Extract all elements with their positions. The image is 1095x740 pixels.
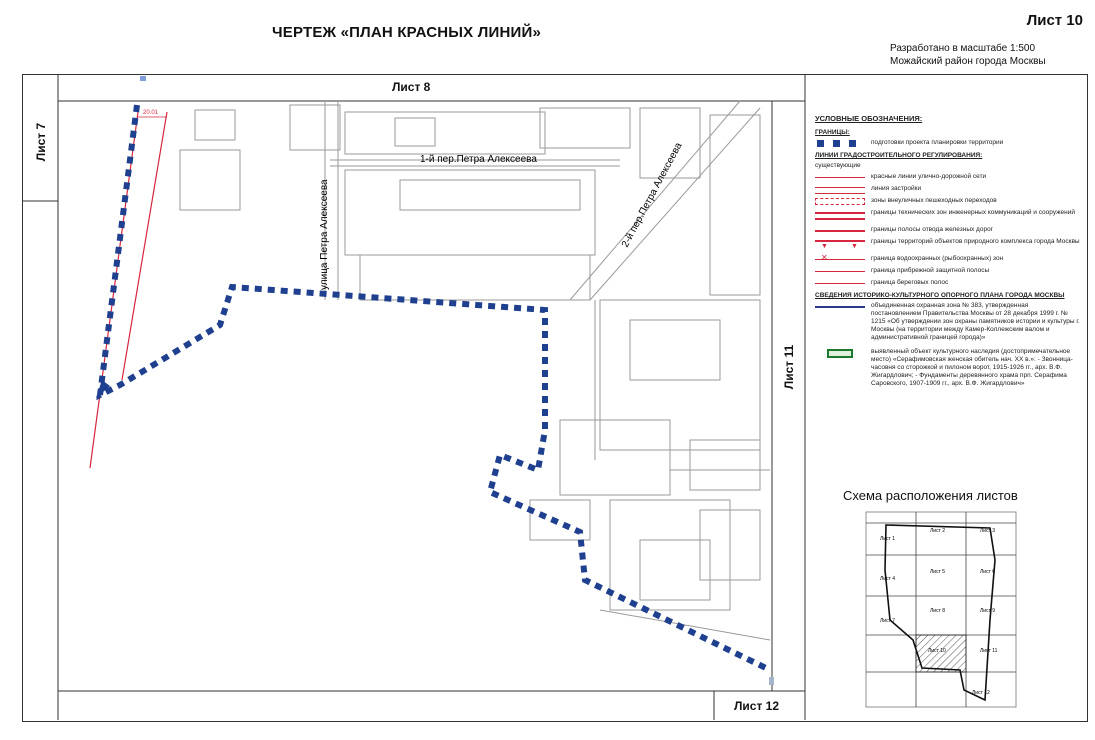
legend-header: УСЛОВНЫЕ ОБОЗНАЧЕНИЯ: bbox=[815, 114, 923, 123]
adjacent-sheet-right: Лист 11 bbox=[782, 344, 796, 390]
legend-text: линия застройки bbox=[871, 185, 922, 192]
scheme-cell-8: Лист 8 bbox=[930, 608, 946, 614]
scale-text: Разработано в масштабе 1:500 bbox=[890, 43, 1036, 54]
legend-text: объединенная охранная зона № 383, утвержденная постановлением Правительства Москвы от 28 декабря 1999 г. № 1215 «Об утверждении зон охраны памятников истории и культуры г. Москвы (на территории между Камер-Коллежским валом и административной границей города)» bbox=[871, 302, 1080, 341]
scheme-cell-2: Лист 2 bbox=[930, 528, 946, 534]
legend-row bbox=[815, 139, 1080, 148]
adjacent-sheet-top: Лист 8 bbox=[392, 80, 431, 94]
legend-text: границы технических зон инженерных коммуникаций и сооружений bbox=[871, 209, 1075, 216]
legend-regulation-title: ЛИНИИ ГРАДОСТРОИТЕЛЬНОГО РЕГУЛИРОВАНИЯ: bbox=[815, 152, 983, 159]
legend-row bbox=[815, 185, 1080, 194]
legend-symbol-building-line bbox=[815, 185, 865, 194]
scheme-cell-3: Лист 3 bbox=[980, 528, 996, 534]
legend-row bbox=[815, 348, 1080, 388]
scheme-cell-1: Лист 1 bbox=[880, 536, 896, 542]
legend-symbol-red-line bbox=[815, 173, 865, 182]
legend-symbol-railway bbox=[815, 226, 865, 235]
street-label-1: 1-й пер.Петра Алексеева bbox=[420, 154, 537, 165]
street-label-2: улица Петра Алексеева bbox=[319, 179, 330, 290]
scheme-cell-4: Лист 4 bbox=[880, 576, 896, 582]
base-map-buildings bbox=[180, 101, 770, 640]
legend-text: граница прибрежной защитной полосы bbox=[871, 267, 990, 274]
legend-text: границы территорий объектов природного комплекса города Москвы bbox=[871, 238, 1080, 245]
legend-existing: существующие bbox=[815, 162, 861, 169]
planning-boundary bbox=[100, 105, 770, 670]
legend-symbol-tech-zone bbox=[815, 209, 865, 223]
legend-symbol-heritage-object bbox=[815, 348, 865, 360]
adjacent-sheet-left: Лист 7 bbox=[34, 122, 48, 162]
legend-text: зоны внеуличных пешеходных переходов bbox=[871, 197, 997, 204]
street-label-3: 2-й пер.Петра Алексеева bbox=[619, 141, 685, 250]
legend-symbol-nature: ▼ ▼ bbox=[815, 238, 865, 252]
legend-text: подготовки проекта планировки территории bbox=[871, 139, 1004, 146]
legend-row bbox=[815, 267, 1080, 276]
legend-row bbox=[815, 209, 1080, 223]
scheme-cell-7: Лист 7 bbox=[880, 618, 896, 624]
district-text: Можайский район города Москвы bbox=[890, 56, 1046, 67]
legend-row bbox=[815, 197, 1080, 206]
scheme-cell-11: Лист 11 bbox=[980, 648, 998, 654]
legend-row bbox=[815, 173, 1080, 182]
legend-row bbox=[815, 226, 1080, 235]
red-line-2 bbox=[122, 112, 167, 380]
legend-symbol-bank bbox=[815, 279, 865, 288]
scheme-cell-10: Лист 10 bbox=[928, 648, 946, 654]
legend-boundaries-title: ГРАНИЦЫ: bbox=[815, 129, 850, 136]
dimension-label: 20.01 bbox=[143, 110, 159, 116]
legend-row bbox=[815, 255, 1080, 264]
corner-marker-top bbox=[140, 76, 146, 81]
drawing-title: ЧЕРТЕЖ «ПЛАН КРАСНЫХ ЛИНИЙ» bbox=[272, 24, 541, 41]
legend-symbol-boundary bbox=[815, 139, 865, 148]
legend-heritage-title: СВЕДЕНИЯ ИСТОРИКО-КУЛЬТУРНОГО ОПОРНОГО ПЛАНА ГОРОДА МОСКВЫ bbox=[815, 292, 1065, 299]
legend-symbol-pedestrian bbox=[815, 197, 865, 206]
corner-marker-bottom bbox=[769, 677, 774, 685]
legend-text: граница водоохранных (рыбоохранных) зон bbox=[871, 255, 1004, 262]
legend-text: границы полосы отвода железных дорог bbox=[871, 226, 994, 233]
legend-row bbox=[815, 279, 1080, 288]
legend-symbol-shore-strip bbox=[815, 267, 865, 276]
legend-text: выявленный объект культурного наследия (достопримечательное место) «Серафимовская женская обитель нач. XX в.»: - Звонница-часовня со сторожкой и пилоном ворот, 1915-1926 гг., арх. В.Ф. Жигардлович; - Фундаменты деревянного храма прп. Серафима Саровского, 1907-1909 гг., арх. В.Ф. Жигардлович» bbox=[871, 348, 1073, 387]
sheet-number: Лист 10 bbox=[1026, 12, 1083, 29]
scheme-cell-5: Лист 5 bbox=[930, 569, 946, 575]
legend-symbol-water-zone: ✕ bbox=[815, 255, 865, 264]
legend-text: красные линии улично-дорожной сети bbox=[871, 173, 987, 180]
scheme-cell-9: Лист 9 bbox=[980, 608, 996, 614]
legend-row bbox=[815, 302, 1080, 342]
scheme-cell-12: Лист 12 bbox=[972, 690, 990, 696]
legend-row bbox=[815, 238, 1080, 252]
adjacent-sheet-bottom: Лист 12 bbox=[734, 699, 780, 713]
legend-symbol-heritage-zone bbox=[815, 302, 865, 311]
legend-text: граница береговых полос bbox=[871, 279, 949, 286]
scheme-cell-6: Лист 6 bbox=[980, 569, 996, 575]
legend bbox=[815, 115, 1080, 391]
scheme-title: Схема расположения листов bbox=[843, 488, 1018, 503]
